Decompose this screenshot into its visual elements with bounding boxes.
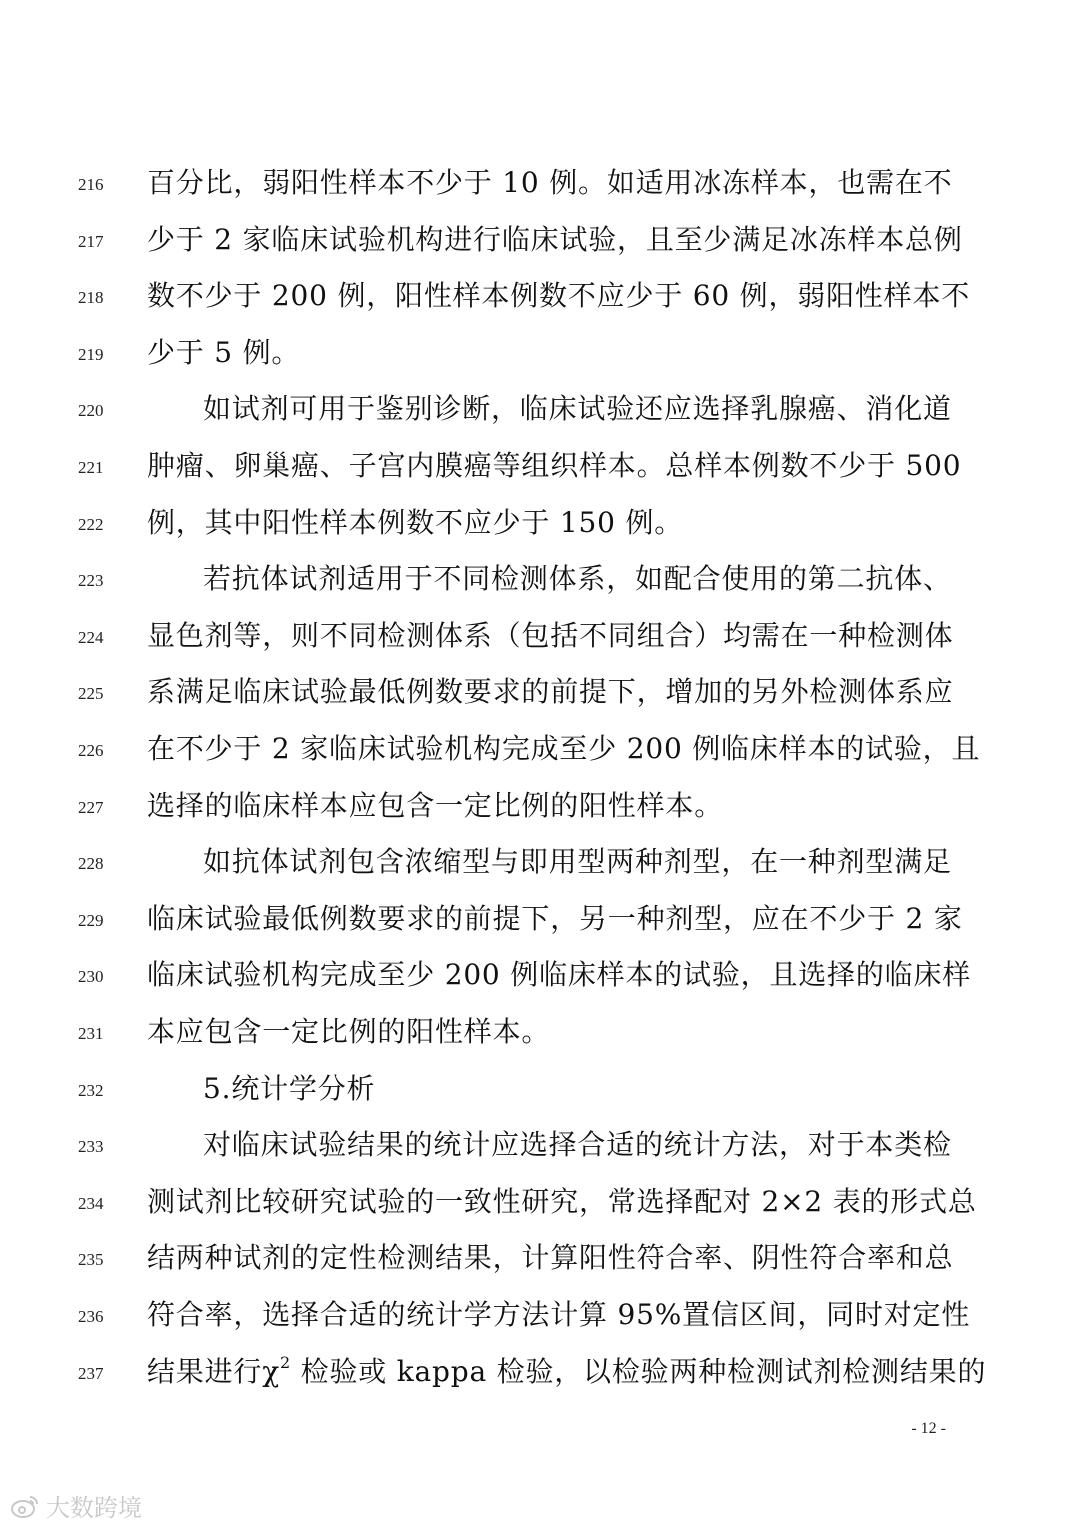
line-text: 在不少于 2 家临床试验机构完成至少 200 例临床样本的试验，且 — [147, 732, 981, 765]
line-number: 233 — [78, 1137, 104, 1157]
line-number: 220 — [78, 401, 104, 421]
text-line — [0, 503, 1080, 543]
text-line — [0, 1182, 1080, 1222]
line-number: 227 — [78, 797, 104, 817]
text-line — [0, 786, 1080, 826]
line-number: 232 — [78, 1080, 104, 1100]
line-text: 系满足临床试验最低例数要求的前提下，增加的另外检测体系应 — [147, 675, 954, 709]
line-text-part: 结果进行χ — [147, 1354, 280, 1388]
line-text: 百分比，弱阳性样本不少于 10 例。如适用冰冻样本，也需在不 — [147, 166, 953, 199]
watermark-text: 大数跨境 — [46, 1494, 142, 1522]
text-line — [0, 220, 1080, 260]
text-line — [0, 1295, 1080, 1335]
line-text: 5.统计学分析 — [203, 1071, 376, 1105]
line-text: 如试剂可用于鉴别诊断，临床试验还应选择乳腺癌、消化道 — [203, 392, 952, 426]
line-number: 224 — [78, 627, 104, 647]
line-text — [147, 1352, 987, 1392]
line-number: 237 — [78, 1363, 104, 1383]
line-number: 229 — [78, 910, 104, 930]
line-text-part: 检验或 kappa 检验，以检验两种检测试剂检测结果的 — [290, 1354, 987, 1388]
line-number: 217 — [78, 231, 104, 251]
line-text: 数不少于 200 例，阳性样本例数不应少于 60 例，弱阳性样本不 — [147, 279, 971, 313]
line-text: 测试剂比较研究试验的一致性研究，常选择配对 2×2 表的形式总 — [147, 1184, 977, 1218]
line-text: 少于 2 家临床试验机构进行临床试验，且至少满足冰冻样本总例 — [147, 222, 963, 256]
text-line — [0, 729, 1080, 769]
line-number: 234 — [78, 1193, 104, 1213]
line-number: 235 — [78, 1250, 104, 1270]
line-text: 少于 5 例。 — [147, 335, 301, 369]
line-number: 228 — [78, 854, 104, 874]
line-number: 225 — [78, 684, 104, 704]
text-line — [0, 389, 1080, 429]
line-text: 结两种试剂的定性检测结果，计算阳性符合率、阴性符合率和总 — [147, 1241, 954, 1275]
line-number: 236 — [78, 1307, 104, 1326]
line-number: 230 — [78, 967, 104, 987]
line-text: 符合率，选择合适的统计学方法计算 95%置信区间，同时对定性 — [147, 1298, 971, 1331]
line-text: 本应包含一定比例的阳性样本。 — [147, 1015, 551, 1048]
line-text: 显色剂等，则不同检测体系（包括不同组合）均需在一种检测体 — [147, 618, 954, 652]
text-line — [0, 842, 1080, 882]
line-number: 216 — [78, 175, 104, 194]
text-line — [0, 163, 1080, 203]
page-number: - 12 - — [911, 1420, 946, 1437]
line-text: 若抗体试剂适用于不同检测体系，如配合使用的第二抗体、 — [203, 562, 952, 596]
line-number: 223 — [78, 571, 104, 591]
line-text: 对临床试验结果的统计应选择合适的统计方法，对于本类检 — [203, 1128, 952, 1162]
superscript: 2 — [279, 1352, 291, 1372]
line-text: 临床试验最低例数要求的前提下，另一种剂型，应在不少于 2 家 — [147, 901, 963, 935]
text-line — [0, 899, 1080, 939]
text-line — [0, 276, 1080, 316]
line-text: 选择的临床样本应包含一定比例的阳性样本。 — [147, 788, 724, 822]
line-number: 219 — [78, 344, 104, 364]
text-line — [0, 559, 1080, 599]
text-line — [0, 1069, 1080, 1109]
weibo-logo-icon — [10, 1493, 40, 1519]
line-number: 222 — [78, 514, 104, 534]
line-number: 226 — [78, 741, 104, 760]
text-line — [0, 955, 1080, 995]
line-number: 231 — [78, 1024, 104, 1043]
watermark — [10, 1488, 142, 1523]
line-number: 221 — [78, 458, 104, 477]
text-line — [0, 616, 1080, 656]
line-text: 临床试验机构完成至少 200 例临床样本的试验，且选择的临床样 — [147, 958, 972, 992]
line-number: 218 — [78, 288, 104, 308]
text-line — [0, 672, 1080, 712]
text-line — [0, 446, 1080, 486]
text-line — [0, 1012, 1080, 1052]
text-line — [0, 1352, 1080, 1392]
line-text: 如抗体试剂包含浓缩型与即用型两种剂型，在一种剂型满足 — [203, 845, 952, 879]
text-line — [0, 333, 1080, 373]
line-text: 例，其中阳性样本例数不应少于 150 例。 — [147, 505, 684, 539]
text-line — [0, 1238, 1080, 1278]
line-text: 肿瘤、卵巢癌、子宫内膜癌等组织样本。总样本例数不少于 500 — [147, 449, 962, 482]
text-line — [0, 1125, 1080, 1165]
